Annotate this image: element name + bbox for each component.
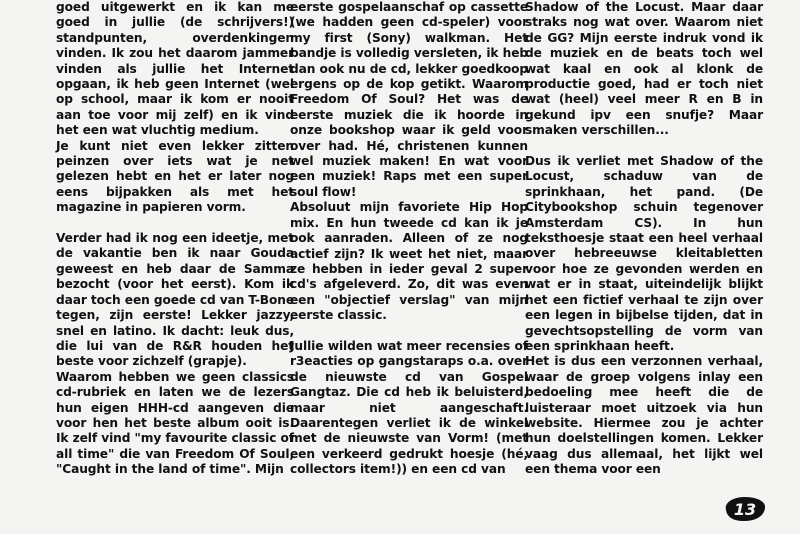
text-column-2 (290, 0, 528, 478)
paragraph: Absoluut mijn favoriete Hip Hop mix. En hun tweede cd kan ik je ook aanraden. Alleen of ze nog actief zijn? Ik weet het niet, maar ze hebben in ieder geval 2 super cd's afgeleverd. Zo, dit was even een "objectief verslag" van mijn eerste classic. (290, 200, 528, 323)
text-column-1 (56, 0, 294, 478)
paragraph: Verder had ik nog een ideetje, met de vakantie ben ik naar Gouda geweest en heb daar de Samma bezocht (voor het eerst). Kom ik daar toch een goede cd van T-Bone tegen, zijn eerste! Lekker jazzy, snel en latino. Ik dacht: leuk dus, die lui van de R&R houden het beste voor zichzelf (grapje). (56, 231, 294, 369)
paragraph: eerste gospelaanschaf op cassette (we hadden geen cd-speler) voor my first (Sony) walkman. Het bandje is volledig versleten, ik heb dan ook nu de cd, lekker goedkoop ergens op de kop getikt. Waarom Freedom Of Soul? Het was de eerste muziek die ik hoorde in onze bookshop waar ik geld voor over had. Hé, christenen kunnen wel muziek maken! En wat voor een muziek! Raps met een super soul flow! (290, 0, 528, 199)
paragraph: Shadow of the Locust. Maar daar straks nog wat over. Waarom niet de GG? Mijn eerste indruk vond ik de muziek en de beats toch wel wat kaal en ook al klonk de productie goed, had er toch niet wat (heel) veel meer R en B in gekund ipv een snufje? Maar smaken verschillen... (525, 0, 763, 138)
paragraph: Het is dus een verzonnen verhaal, waar de groep volgens inlay een bedoeling mee heeft die de luisteraar moet uitzoek via hun website. Hiermee zou je achter hun doelstellingen komen. Lekker vaag dus allemaal, het lijkt wel een thema voor een (525, 354, 763, 477)
page-number: 13 (733, 499, 757, 519)
paragraph: goed uitgewerkt en ik kan me goed in jullie (de schrijvers!) standpunten, overdenkingen vinden. Ik zou het daarom jammer vinden als jullie het Internet opgaan, ik heb geen Internet (wel op school, maar ik kom er nooit aan toe voor mij zelf) en ik vind het een wat vluchtig medium. (56, 0, 294, 138)
paragraph: Waarom hebben we geen classics cd-rubriek en laten we de lezers hun eigen HHH-cd aangeven die voor hen het beste album ooit is. Ik zelf vind "my favourite classic of all time" die van Freedom Of Soul, "Caught in the land of time". Mijn (56, 369, 294, 477)
text-column-3 (525, 0, 763, 478)
paragraph: Jullie wilden wat meer recensies of r3eacties op gangstaraps o.a. over de nieuwste cd van Gospel Gangtaz. Die cd heb ik beluisterd, maar niet aangeschaft. Daarentegen verliet ik de winkel met de nieuwste van Vorm! (met een verkeerd gedrukt hoesje (hé, collectors item!)) en een cd van (290, 338, 528, 477)
page-number-badge (722, 494, 768, 524)
paragraph: Dus ik verliet met Shadow of the Locust, schaduw van de sprinkhaan, het pand. (De Citybookshop schuin tegenover Amsterdam CS). In hun teksthoesje staat een heel verhaal over hebreeuwse kleitabletten voor hoe ze gevonden werden en wat er in staat, uiteindelijk blijkt het een fictief verhaal te zijn over een legen in bijbelse tijden, dat in gevechtsopstelling de vorm van een sprinkhaan heeft. (525, 154, 763, 353)
paragraph: Je kunt niet even lekker zitten peinzen over iets wat je net gelezen hebt en het er later nog eens bijpakken als met het magazine in papieren vorm. (56, 138, 294, 215)
